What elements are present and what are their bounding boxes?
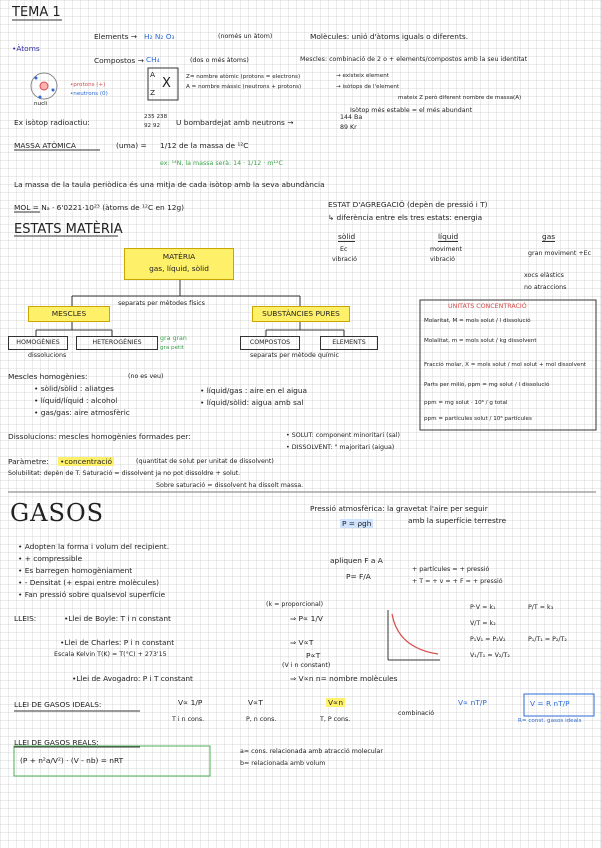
reals-title: LLEI DE GASOS REALS: xyxy=(14,738,99,747)
pressio-def2: amb la superfície terrestre xyxy=(408,516,507,525)
pressio-formula: P = ρgh xyxy=(342,519,372,528)
solut-def: • SOLUT: component minoritari (sal) xyxy=(286,432,400,439)
agregacio-title: ESTAT D'AGREGACIÓ (depèn de pressió i T) xyxy=(328,200,488,209)
boyle-eq2: P₁V₁ = P₂V₂ xyxy=(470,636,506,643)
mescles-label: MESCLES xyxy=(51,309,87,318)
ideals-title: LLEI DE GASOS IDEALS: xyxy=(14,700,102,709)
dissolucions-label: dissolucions xyxy=(28,352,67,359)
gasos-title: GASOS xyxy=(10,499,105,527)
boyle-law: •Llei de Boyle: T i n constant xyxy=(64,614,171,623)
tema-title: TEMA 1 xyxy=(12,5,61,20)
compostos-note: (dos o més àtoms) xyxy=(190,57,249,64)
avogadro-relation: ⇒ V∝n n= nombre molècules xyxy=(290,674,398,683)
mol-def: MOL = Nₐ · 6'0221·10²³ (àtoms de ¹²C en 12g) xyxy=(14,203,185,212)
gra-gran: gra gran xyxy=(160,335,187,342)
isotop-product-ba: 144 Ba xyxy=(340,114,363,121)
reals-equation: (P + n²a/V²) · (V - nb) = nRT xyxy=(20,756,124,765)
isotop-def: mateix Z però diferent nombre de massa(A) xyxy=(398,95,522,101)
kelvin-scale: Escala Kelvin T(K) = T(°C) + 273'15 xyxy=(54,651,167,658)
mescles-def: Mescles: combinació de 2 o + elements/compostos amb la seu identitat xyxy=(300,56,528,63)
solubilitat-def: Solubilitat: depèn de T. Saturació = dissolvent ja no pot dissoldre + solut. xyxy=(8,470,241,477)
gra-petit: gra petit xyxy=(160,345,184,351)
charles-eq1: V/T = k₂ xyxy=(470,620,496,627)
a-definition: A = nombre màssic (neutrons + protons) xyxy=(186,84,302,90)
temp-note: + T = + v = + F = + pressió xyxy=(412,578,503,585)
massa-title: MASSA ATÒMICA xyxy=(14,141,76,150)
ideal-combined: V∝ nT/P xyxy=(458,698,487,707)
massa-eq: 1/12 de la massa de ¹²C xyxy=(160,141,249,150)
gas-xocs: xocs elàstics xyxy=(524,272,564,279)
unit-molaritat: Molaritat, M = mols solut / l dissolució xyxy=(424,318,531,324)
materia-sub: gas, líquid, sòlid xyxy=(149,264,209,273)
ideal-boyle: V∝ 1/P xyxy=(178,698,203,707)
charles-eq2: V₁/T₁ = V₂/T₂ xyxy=(470,652,510,659)
parametre-label: Paràmetre: xyxy=(8,457,49,466)
isotop-reaction: U bombardejat amb neutrons → xyxy=(176,118,294,127)
elements-list: H₂ N₂ O₃ xyxy=(144,32,175,41)
homogenies-box xyxy=(8,336,68,350)
isotop-nums-top: 235 238 xyxy=(144,114,168,120)
mix-solid-solid: • sòlid/sòlid : aliatges xyxy=(34,384,114,393)
materia-box xyxy=(124,248,234,280)
ideal-charles: V∝T xyxy=(248,698,263,707)
compostos-label: Compostos → xyxy=(94,56,144,65)
isotop-radioactive: Ex isòtop radioactiu: xyxy=(14,118,90,127)
k-prop: (k = proporcional) xyxy=(266,601,324,608)
gas-moviment: gran moviment +Ec xyxy=(528,250,592,257)
ideal-boyle-note: T i n cons. xyxy=(172,716,205,723)
gas-prop-5: • Fan pressió sobre qualsevol superfície xyxy=(18,590,166,599)
heterogenies-label: HETEROGÈNIES xyxy=(92,339,142,346)
mescles-homo-title: Mescles homogènies: xyxy=(8,372,88,381)
concentracio-label: •concentració xyxy=(60,457,113,466)
nucli-label: nucli xyxy=(34,101,48,107)
az-z: Z xyxy=(150,88,156,97)
gas-prop-1: • Adopten la forma i volum del recipient. xyxy=(18,542,170,551)
z-definition: Z= nombre atòmic (protons = electrons) xyxy=(186,74,301,80)
mix-liquid-liquid: • líquid/líquid : alcohol xyxy=(34,396,118,405)
unit-molalitat: Molalitat, m = mols solut / kg dissolvent xyxy=(424,338,537,344)
materia-label: MATÈRIA xyxy=(162,252,196,261)
gas-no-atraccions: no atraccions xyxy=(524,284,567,291)
ideal-gas-law: V = R nT/P xyxy=(530,699,570,708)
solid-ec: Ec xyxy=(340,246,348,253)
mescles-box xyxy=(28,306,110,322)
az-x: X xyxy=(162,76,171,91)
boyle-curve xyxy=(392,614,438,654)
combinacio-label: combinació xyxy=(398,710,435,717)
state-solid: sòlid xyxy=(338,232,356,241)
ideal-avogadro-note: T, P cons. xyxy=(320,716,351,723)
isotop-existeix: → existeix element xyxy=(336,73,389,79)
particules-note: + partícules = + pressió xyxy=(412,566,490,573)
gay-eq2: P₁/T₁ = P₂/T₂ xyxy=(528,636,567,643)
compostos-formula: CH₄ xyxy=(146,55,160,64)
reals-a-def: a= cons. relacionada amb atracció molecular xyxy=(240,748,383,755)
unit-fraccio: Fracció molar, X = mols solut / mol solut + mol dissolvent xyxy=(424,362,587,368)
protons-label: •protons (+) xyxy=(70,82,106,88)
unit-ppm3: ppm = partícules solut / 10⁶ partícules xyxy=(424,416,532,422)
unitats-title: UNITATS CONCENTRACIÓ xyxy=(448,303,527,310)
pt-relation: P∝T xyxy=(306,651,321,660)
atom-nucleus xyxy=(40,82,48,90)
gas-prop-3: • Es barregen homogèniament xyxy=(18,566,133,575)
massa-unit: (uma) = xyxy=(116,141,147,150)
elements-label: Elements → xyxy=(94,32,137,41)
dissolvent-def: • DISSOLVENT: " majoritari (aigua) xyxy=(286,444,395,451)
liquid-vibracio: vibració xyxy=(430,256,455,263)
gay-eq1: P/T = k₃ xyxy=(528,604,554,611)
composts-box xyxy=(240,336,300,350)
isotop-product-kr: 89 Kr xyxy=(340,124,357,131)
isotop-stable: Isòtop més estable = el més abundant xyxy=(350,107,473,114)
pfa-formula: P= F/A xyxy=(346,572,371,581)
homogenies-label: HOMOGÈNIES xyxy=(16,339,60,346)
molecules-def: Molècules: unió d'àtoms iguals o diferents. xyxy=(310,32,469,41)
composts-label: COMPOSTOS xyxy=(249,339,291,346)
r-constant-note: R= const. gasos ideals xyxy=(518,718,582,724)
heterogenies-box xyxy=(76,336,158,350)
unit-ppm2: ppm = mg solut · 10⁶ / g total xyxy=(424,400,508,406)
mix-gas-gas: • gas/gas: aire atmosfèric xyxy=(34,408,130,417)
elements-note: (només un àtom) xyxy=(218,33,273,40)
boyle-eq1: P·V = k₁ xyxy=(470,604,496,611)
avogadro-law: •Llei de Avogadro: P i T constant xyxy=(72,674,193,683)
concentracio-def: (quantitat de solut per unitat de dissolvent) xyxy=(136,458,274,465)
massa-example: ex: ¹⁴N, la massa serà: 14 · 1/12 · m¹²C xyxy=(160,160,283,167)
boyle-relation: ⇒ P∝ 1/V xyxy=(290,614,323,623)
estats-title: ESTATS MATÈRIA xyxy=(14,222,123,237)
mitja-note: La massa de la taula periòdica és una mitja de cada isòtop amb la seva abundància xyxy=(14,180,325,189)
separats-fisics: separats per mètodes físics xyxy=(118,300,205,307)
charles-relation: ⇒ V∝T xyxy=(290,638,314,647)
mescles-homo-note: (no es veu) xyxy=(128,373,164,380)
lleis-label: LLEIS: xyxy=(14,614,37,623)
substancies-box xyxy=(252,306,350,322)
liquid-moviment: moviment xyxy=(430,246,462,253)
gas-prop-2: • + compressible xyxy=(18,554,83,563)
substancies-label: SUBSTÀNCIES PURES xyxy=(262,309,340,318)
unit-ppm: Parts per milió, ppm = mg solut / l dissolució xyxy=(424,382,550,388)
isotop-title: → isòtops de l'element xyxy=(336,84,400,90)
agregacio-sub: ↳ diferència entre els tres estats: energia xyxy=(328,213,483,222)
dissolucions-def: Dissolucions: mescles homogènies formades per: xyxy=(8,432,191,441)
elements-box xyxy=(320,336,378,350)
elements-box-label: ELEMENTS xyxy=(332,339,366,346)
gas-prop-4: • - Densitat (+ espai entre molècules) xyxy=(18,578,159,587)
state-liquid: líquid xyxy=(438,232,459,241)
vn-constant: (V i n constant) xyxy=(282,662,331,669)
separats-quimic: separats per mètode químic xyxy=(250,352,339,359)
solid-vibracio: vibració xyxy=(332,256,357,263)
pressio-def: Pressió atmosfèrica: la gravetat l'aire per seguir xyxy=(310,504,488,513)
charles-law: •Llei de Charles: P i n constant xyxy=(60,638,175,647)
mix-liquid-solid: • líquid/sòlid: aigua amb sal xyxy=(200,398,304,407)
neutrons-label: •neutrons (0) xyxy=(70,91,108,97)
atoms-label: •Àtoms xyxy=(12,44,40,53)
aplique-label: apliquen F a A xyxy=(330,556,383,565)
sobresaturacio-def: Sobre saturació = dissolvent ha dissolt massa. xyxy=(156,482,304,489)
reals-b-def: b= relacionada amb volum xyxy=(240,760,326,767)
mix-liquid-gas: • líquid/gas : aire en el aigua xyxy=(200,386,308,395)
isotop-nums-bottom: 92 92 xyxy=(144,123,161,129)
ideal-charles-note: P, n cons. xyxy=(246,716,277,723)
az-a: A xyxy=(150,70,156,79)
state-gas: gas xyxy=(542,232,556,241)
ideal-avogadro: V∝n xyxy=(328,698,344,707)
